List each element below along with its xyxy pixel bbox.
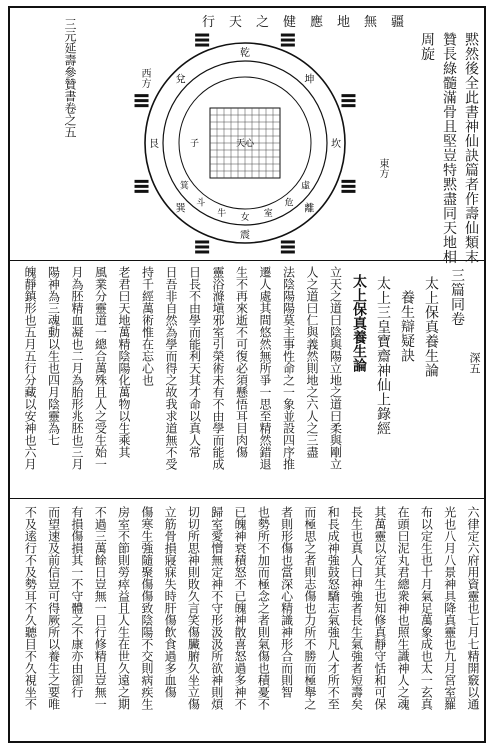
lunar-mansion-label: 危 [284,198,294,209]
trigram-bar [281,250,295,253]
toc-col-1: 三篇同卷 [449,268,465,326]
trigram-bar [195,39,209,42]
section-title: 太上保真養生論 [351,274,367,372]
lunar-mansion-label: 牛 [217,209,227,220]
trigram-bar [195,240,209,243]
commentary-col-3: 周旋 [419,32,435,61]
body-column: 日吾非自然為學而得之故我求道無不受 [164,266,178,470]
body-column: 立天之道曰陰與陽立地之道曰柔與剛立 [328,266,343,470]
diagram-inner-left-label: 子 [190,139,200,149]
trigram-bar [281,39,295,42]
trigram-bar [135,94,149,97]
trigram-bar [341,99,355,102]
body-column: 切切所思神則敗久言笑傷臟腑久坐立傷 [186,506,201,710]
scripture-page [8,6,486,743]
trigram-bar [281,44,295,47]
lunar-mansion-label: 斗 [196,198,206,209]
body-column: 有損傷損其一不守體之不康亦由卻行 [69,506,84,698]
toc-col-3: 養生辯疑訣 [399,290,415,363]
body-column: 光也八月八景神具降真靈也九月宮室羅 [442,506,457,710]
ring-label: 坎 [331,139,341,150]
lunar-mansion-label: 女 [240,213,250,223]
page-marker: 深五 [468,352,481,374]
diagram-heading: 行天之健應地無疆 [201,15,418,30]
trigram-bar [281,245,295,248]
trigram-bar [135,190,149,193]
ring-label: 乾 [240,48,250,59]
ring-label: 艮 [149,139,159,150]
lunar-mansion-label: 室 [263,209,273,220]
trigram-bar [135,99,149,102]
body-column: 而極思之者則志傷也力所不勝而極舉之 [302,506,317,710]
ring-label: 離 [304,203,315,215]
body-column: 風業分靈道一總合萬殊且人之受生始一 [93,266,108,470]
body-column: 陽神為三魂動以生也四月陰靈為七 [46,266,61,446]
body-column: 六律定六府用資靈也七月七精開竅以通 [466,506,480,710]
trigram-bar [341,104,355,107]
body-column: 和長成神強鼓怒驕志氣強凡人才所不至 [326,506,341,710]
ring-label: 坤 [304,74,315,86]
trigram-bar [341,190,355,193]
body-column: 在頭曰泥丸君總衆神也照生識神人之魂 [396,506,411,710]
body-column: 立筋骨損寢寐失時肝傷飲食過多血傷 [163,506,178,698]
ring-label: 兌 [175,74,186,86]
diagram-inner-bottom-labels [180,179,310,223]
middle-section [10,262,484,498]
divider-top [10,260,484,261]
body-column: 法陰陽陽莫主事性命之一象並設四序推 [281,266,296,470]
body-column: 魄靜鎮形也五月五行分藏以安神也六月 [23,266,37,470]
trigram-bar [281,34,295,37]
body-column: 房室不節則勞瘁益且人生在世久遠之期 [116,506,131,710]
lunar-mansion-label: 虛 [301,181,311,192]
body-column: 也勢所不加而極念之者則氣傷也積憂不 [256,506,271,710]
body-column: 靈浴滌塡邪室引榮術未有不由學而能成 [211,266,225,470]
divider-bottom [10,498,484,499]
commentary-col-1: 黙然後全此書神仙訣篇者作壽仙類末 [463,32,479,264]
body-column: 布以定生也十月氣足萬象成也太一玄真 [419,506,434,710]
ring-label: 巽 [175,203,186,215]
body-column: 不過三萬餘日豈無一日行修精且豈無一 [93,506,108,710]
trigram-bar [341,94,355,97]
diagram-side-left: 西方 [139,68,150,88]
body-column: 老君曰天地萬精陰陽化萬物以生乘其 [117,266,131,458]
body-column: 傷寒生強隨聚傷傷致陰陽不交則病疾生 [139,506,154,710]
body-column: 長生也真人曰神強者長生氣強者短壽矣 [349,506,364,710]
trigram-bar [135,180,149,183]
ring-label: 震 [240,230,250,241]
trigram-bar [135,104,149,107]
body-column: 日長不由學而能利天其才命以真人常 [187,266,202,458]
body-column: 遷人處其間悠然無所爭一思至精然錯退 [258,266,272,470]
diagram-center-label: 天心 [235,139,255,149]
body-column: 生不再來逝不可復必須懸悟耳目肉傷 [234,266,249,458]
trigram-bar [195,245,209,248]
toc-col-2: 太上保真養生論 [423,276,439,378]
volume-footer: 三元延壽參贊書卷之五 [63,18,77,138]
body-column: 而望速及前信豈可得厥所以養生之要唯 [46,506,61,710]
body-column: 人之道曰仁與義然則地之六人之三盡 [305,266,319,458]
diagram-side-right: 東方 [377,158,388,178]
toc-col-4: 太上三皇寶齋神仙上錄經 [375,276,391,436]
body-column: 不及逺行不及勢耳不久聽目不久視坐不 [23,506,38,710]
celestial-diagram [120,28,370,258]
trigram-bar [195,34,209,37]
bottom-section [10,500,484,740]
body-column: 者則形傷也當深心精識神形合而則智 [279,506,294,698]
trigram-bar [135,185,149,188]
lunar-mansion-label: 箕 [179,181,189,192]
commentary-col-2: 贊長綠髓滿骨且堅豈特黙盡同天地相 [441,32,457,264]
trigram-bar [341,180,355,183]
trigram-bar [281,240,295,243]
body-column: 歸室愛憎無定神不守形汲汲所欲神則煩 [209,506,224,710]
body-column: 已魄神衰積怒不已魄神散喜怒過多神不 [233,506,247,710]
body-column: 其萬靈以定其生也知修真靜守恬和可保 [372,506,387,710]
body-column: 月為胚精血凝也二月為胎形兆胚也三月 [70,266,84,470]
top-section [10,8,484,264]
trigram-bar [195,250,209,253]
trigram-bar [341,185,355,188]
body-column: 持千經萬術惟在忘心也 [140,266,155,386]
trigram-bar [195,44,209,47]
